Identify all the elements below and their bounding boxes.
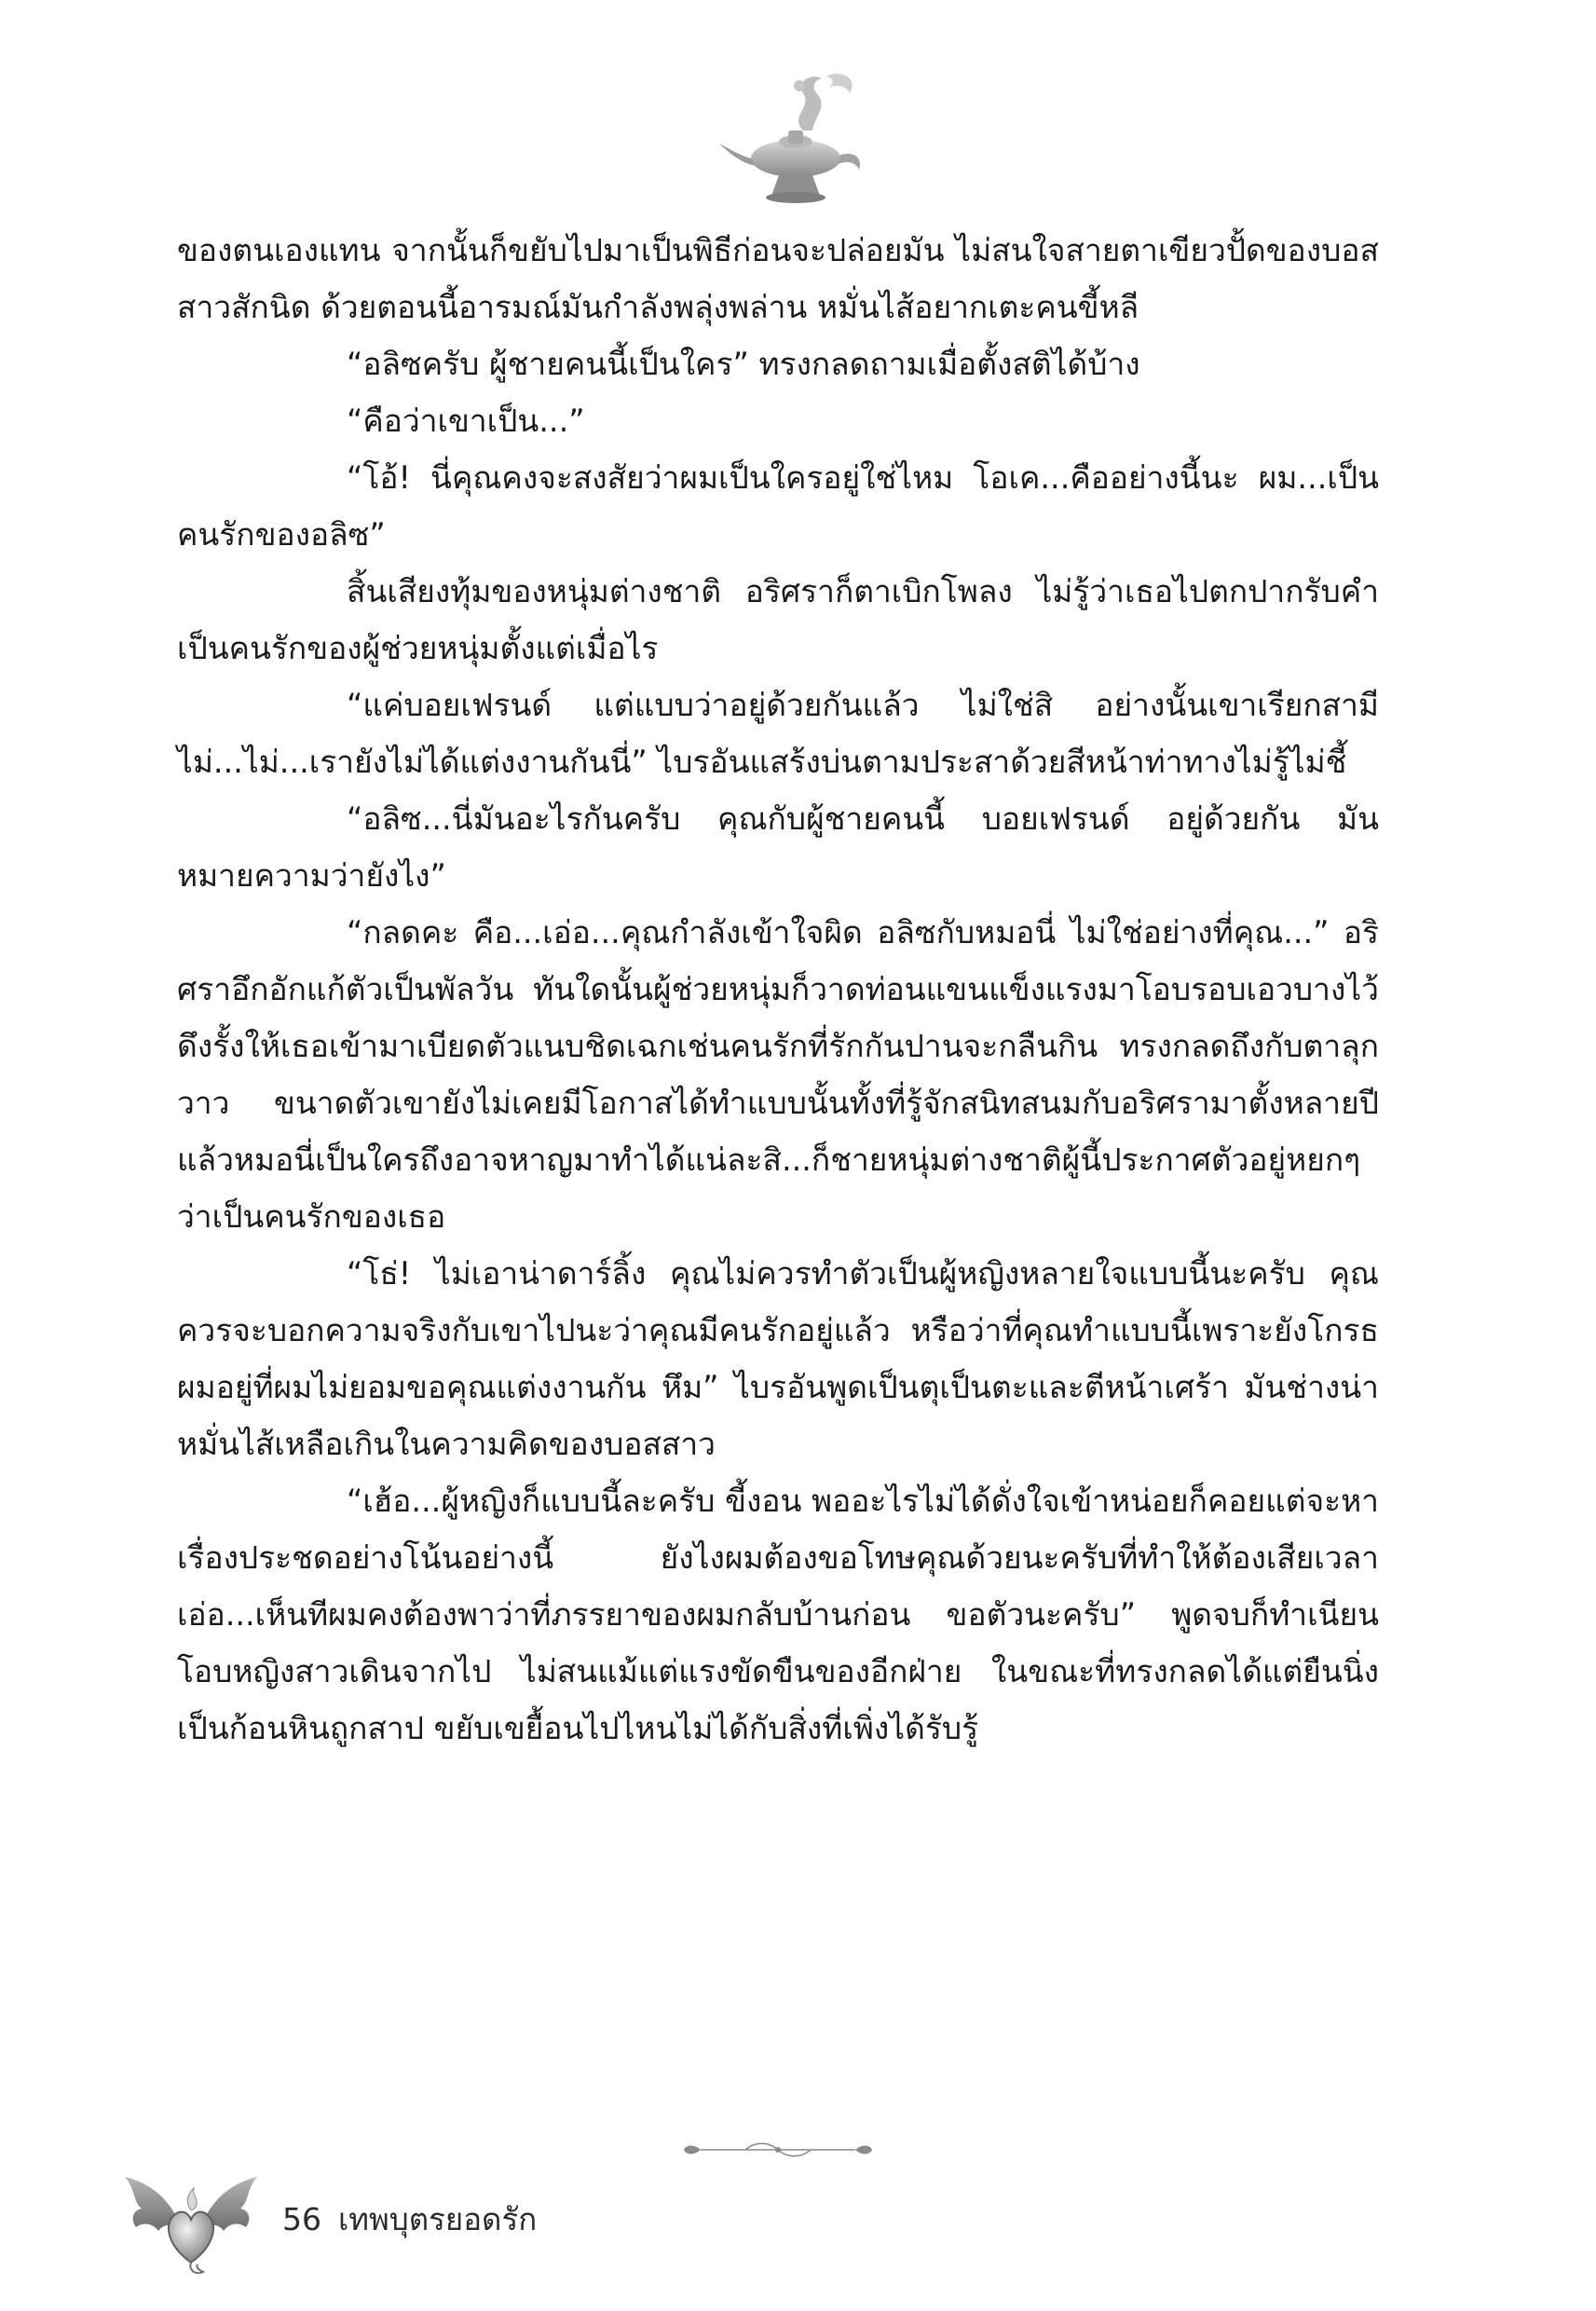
paragraph: “โธ่! ไม่เอาน่าดาร์ลิ้ง คุณไม่ควรทำตัวเป็นผู้หญิงหลายใจแบบนี้นะครับ คุณควรจะบอกความจริงกับเขาไปนะว่าคุณมีคนรักอยู่แล้ว หรือว่าที่คุณทำแบบนี้เพราะยังโกรธผมอยู่ที่ผมไม่ยอมขอคุณแต่งงานกัน หึม” ไบรอันพูดเป็นตุเป็นตะและตีหน้าเศร้า มันช่างน่าหมั่นไส้เหลือเกินในความคิดของบอสสาว (177, 1255, 1379, 1462)
paragraph: “กลดคะ คือ...เอ่อ...คุณกำลังเข้าใจผิด อลิซกับหมอนี่ ไม่ใช่อย่างที่คุณ...” อริศราอึกอักแก้ตัวเป็นพัลวัน ทันใดนั้นผู้ช่วยหนุ่มก็วาดท่อนแขนแข็งแรงมาโอบรอบเอวบางไว้ ดึงรั้งให้เธอเข้ามาเบียดตัวแนบชิดเฉกเช่นคนรักที่รักกันปานจะกลืนกิน ทรงกลดถึงกับตาลุกวาว ขนาดตัวเขายังไม่เคยมีโอกาสได้ทำแบบนั้นทั้งที่รู้จักสนิทสนมกับอริศรามาตั้งหลายปี แล้วหมอนี่เป็นใครถึงอาจหาญมาทำได้แน่ละสิ...ก็ชายหนุ่มต่างชาติผู้นี้ประกาศตัวอยู่หยกๆ ว่าเป็นคนรักของเธอ (177, 914, 1379, 1235)
page-number: 56 (282, 2201, 321, 2237)
paragraph: ของตนเองแทน จากนั้นก็ขยับไปมาเป็นพิธีก่อนจะปล่อยมัน ไม่สนใจสายตาเขียวปั้ดของบอสสาวสักนิด ด้วยตอนนี้อารมณ์มันกำลังพลุ่งพล่าน หมั่นไส้อยากเตะคนขี้หลี (177, 232, 1379, 325)
page-footer (121, 2153, 680, 2283)
paragraph: “คือว่าเขาเป็น...” (347, 403, 585, 439)
paragraph: “อลิซครับ ผู้ชายคนนี้เป็นใคร” ทรงกลดถามเมื่อตั้งสติได้บ้าง (347, 346, 1140, 382)
body-text (177, 222, 1379, 1757)
genie-lamp-icon (710, 65, 878, 214)
paragraph: “เฮ้อ...ผู้หญิงก็แบบนี้ละครับ ขี้งอน พออะไรไม่ได้ดั่งใจเข้าหน่อยก็คอยแต่จะหาเรื่องประชดอย่างโน้นอย่างนี้ ยังไงผมต้องขอโทษคุณด้วยนะครับที่ทำให้ต้องเสียเวลา เอ่อ...เห็นทีผมคงต้องพาว่าที่ภรรยาของผมกลับบ้านก่อน ขอตัวนะครับ” พูดจบก็ทำเนียนโอบหญิงสาวเดินจากไป ไม่สนแม้แต่แรงขัดขืนของอีกฝ่าย ในขณะที่ทรงกลดได้แต่ยืนนิ่งเป็นก้อนหินถูกสาป ขยับเขยื้อนไปไหนไม่ได้กับสิ่งที่เพิ่งได้รับรู้ (177, 1483, 1379, 1746)
paragraph: สิ้นเสียงทุ้มของหนุ่มต่างชาติ อริศราก็ตาเบิกโพลง ไม่รู้ว่าเธอไปตกปากรับคำเป็นคนรักของผู้ช่วยหนุ่มตั้งแต่เมื่อไร (177, 573, 1379, 666)
paragraph: “โอ้! นี่คุณคงจะสงสัยว่าผมเป็นใครอยู่ใช่ไหม โอเค...คืออย่างนี้นะ ผม...เป็นคนรักของอลิซ” (177, 459, 1379, 553)
flourish-divider (680, 2136, 876, 2164)
paragraph: “แค่บอยเฟรนด์ แต่แบบว่าอยู่ด้วยกันแล้ว ไม่ใช่สิ อย่างนั้นเขาเรียกสามี ไม่...ไม่...เรายังไม่ได้แต่งงานกันนี่” ไบรอันแสร้งบ่นตามประสาด้วยสีหน้าท่าทางไม่รู้ไม่ชี้ (177, 687, 1379, 780)
winged-heart-icon (121, 2153, 261, 2283)
book-title: เทพบุตรยอดรัก (338, 2201, 538, 2237)
paragraph: “อลิซ...นี่มันอะไรกันครับ คุณกับผู้ชายคนนี้ บอยเฟรนด์ อยู่ด้วยกัน มันหมายความว่ายังไง” (177, 800, 1379, 894)
